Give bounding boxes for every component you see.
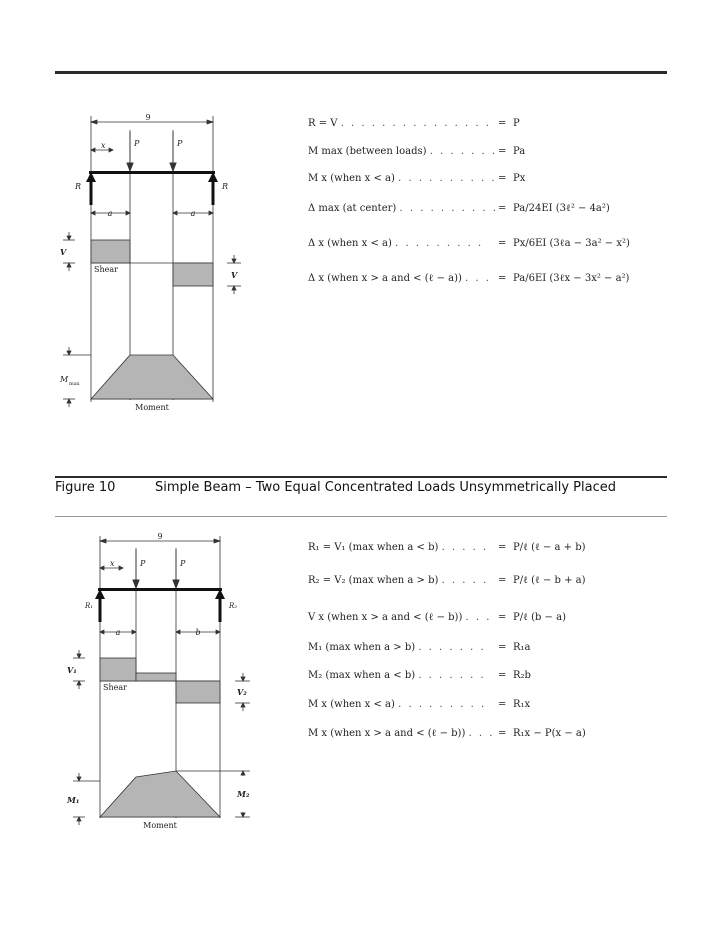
reaction-left-label: R₁ — [85, 602, 94, 610]
load1-label: P — [134, 139, 140, 148]
formula-row: Δ x (when x < a) . . . . . . . . . = Px/6EI (3ℓa − 3a² − x²) — [308, 238, 630, 249]
figure9-beam-diagram — [55, 110, 255, 420]
reaction-right-label: R — [222, 182, 229, 191]
formula-row: M x (when x > a and < (ℓ − b)) . . . = R₁x − P(x − a) — [308, 728, 586, 739]
figure10-top-rule — [55, 476, 667, 478]
reaction-right-label: R₂ — [229, 602, 238, 610]
moment-caption: Moment — [143, 821, 177, 830]
shear-right-label: V — [231, 270, 238, 280]
formula-row: M x (when x < a) . . . . . . . . . = R₁x — [308, 699, 531, 710]
shear-left-label: V₁ — [67, 665, 77, 675]
dim-a: a — [115, 628, 121, 637]
figure10-beam-diagram — [65, 533, 275, 838]
load1-label: P — [140, 559, 146, 568]
figure10-title-rule — [55, 516, 667, 517]
formula-row: R₂ = V₂ (max when a > b) . . . . . = P/ℓ (ℓ − b + a) — [308, 575, 586, 586]
dim-b: b — [195, 628, 201, 637]
formula-row: M₁ (max when a > b) . . . . . . . = R₁a — [308, 642, 531, 653]
moment-caption: Moment — [135, 403, 169, 412]
reaction-left-label: R — [75, 182, 82, 191]
moment-label-sub: max — [69, 381, 80, 387]
figure10-formulas — [308, 542, 628, 742]
load2-label: P — [180, 559, 186, 568]
formula-row: M₂ (max when a < b) . . . . . . . = R₂b — [308, 670, 531, 681]
shear-right-label: V₂ — [237, 687, 247, 697]
formula-row: R = V . . . . . . . . . . . . . . . = P — [308, 118, 520, 129]
formula-row: R₁ = V₁ (max when a < b) . . . . . = P/ℓ (ℓ − a + b) — [308, 542, 586, 553]
load2-label: P — [177, 139, 183, 148]
formula-row: Δ x (when x > a and < (ℓ − a)) . . . = Pa/6EI (3ℓx − 3x² − a²) — [308, 273, 630, 284]
figure-caption: Simple Beam – Two Equal Concentrated Loads Unsymmetrically Placed — [155, 480, 616, 495]
x-label: x — [110, 559, 115, 568]
figure-number: Figure 10 — [55, 480, 116, 495]
formula-row: M x (when x < a) . . . . . . . . . . = Px — [308, 173, 526, 184]
shear-caption: Shear — [94, 265, 118, 274]
moment-right-label: M₂ — [237, 789, 250, 799]
moment-label: M — [60, 375, 69, 384]
x-label: x — [101, 141, 106, 150]
dim-a-right: a — [190, 209, 196, 218]
formula-row: M max (between loads) . . . . . . . = Pa — [308, 146, 526, 157]
shear-left-label: V — [60, 247, 67, 257]
top-rule — [55, 71, 667, 74]
formula-row: V x (when x > a and < (ℓ − b)) . . . = P/ℓ (b − a) — [308, 612, 566, 623]
figure9-formulas — [308, 118, 630, 298]
moment-left-label: M₁ — [67, 795, 80, 805]
shear-caption: Shear — [103, 683, 127, 692]
dim-a-left: a — [107, 209, 113, 218]
formula-row: Δ max (at center) . . . . . . . . . . = Pa/24EI (3ℓ² − 4a²) — [308, 203, 610, 214]
span-label: 9 — [145, 113, 151, 122]
span-label: 9 — [157, 533, 163, 541]
